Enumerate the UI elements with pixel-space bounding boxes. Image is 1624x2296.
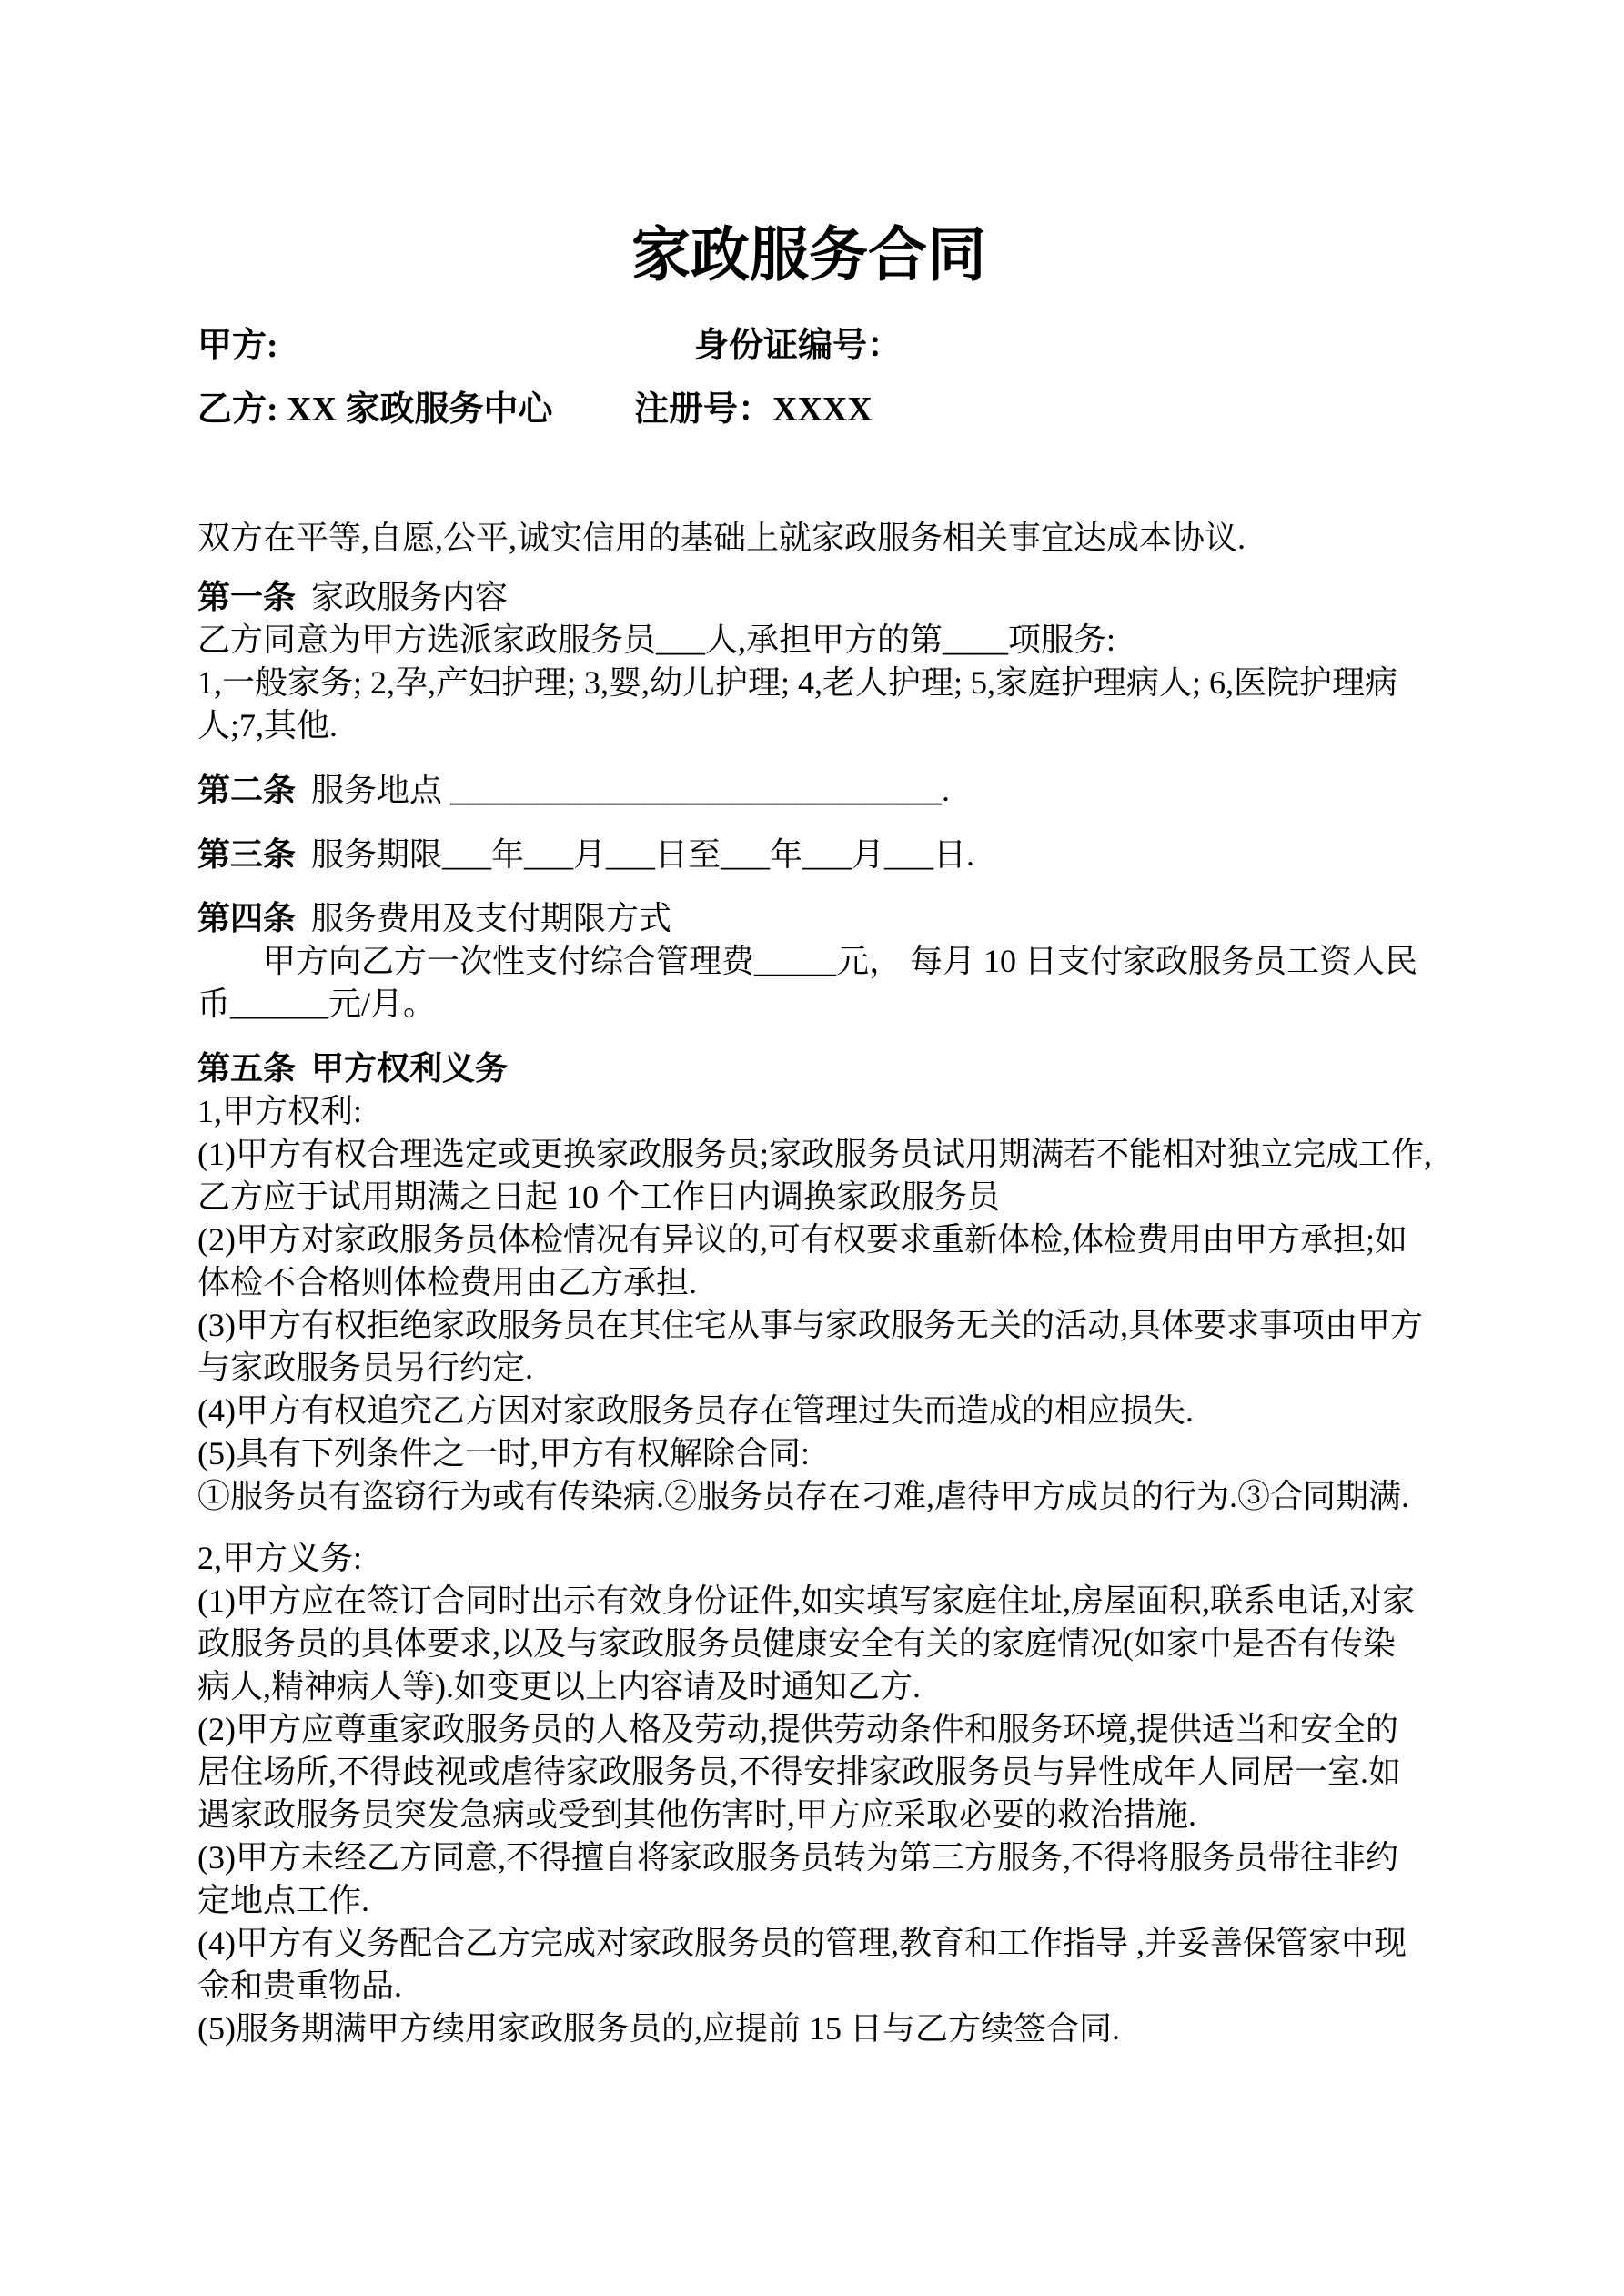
article-3-heading-line <box>197 834 1489 876</box>
article-5-section-2-line: 定地点工作. <box>197 1882 370 1918</box>
article-3-text: 服务期限___年___月___日至___年___月___日. <box>311 836 975 873</box>
document-title: 家政服务合同 <box>630 223 986 288</box>
article-5-section-2-line: 病人,精神病人等).如变更以上内容请及时通知乙方. <box>197 1668 921 1704</box>
article-2 <box>197 769 1489 812</box>
article-5-section-1-line: (4)甲方有权追究乙方因对家政服务员存在管理过失而造成的相应损失. <box>197 1392 1194 1429</box>
article-2-number: 第二条 <box>197 772 297 808</box>
article-5-section-2-line: (2)甲方应尊重家政服务员的人格及劳动,提供劳动条件和服务环境,提供适当和安全的 <box>197 1711 1398 1747</box>
article-2-heading-line <box>197 769 1489 812</box>
article-5-number: 第五条 <box>197 1050 297 1087</box>
article-5-section-1-heading: 1,甲方权利: <box>197 1093 363 1129</box>
article-5-section-1-line: (1)甲方有权合理选定或更换家政服务员;家政服务员试用期满若不能相对独立完成工作, <box>197 1136 1432 1172</box>
article-5-section-2-line: 政服务员的具体要求,以及与家政服务员健康安全有关的家庭情况(如家中是否有传染 <box>197 1625 1396 1662</box>
article-1-line: 人;7,其他. <box>197 707 338 743</box>
article-5-section-2-line: 居住场所,不得歧视或虐待家政服务员,不得安排家政服务员与异性成年人同居一室.如 <box>197 1754 1402 1790</box>
article-3-number: 第三条 <box>197 836 297 873</box>
party-b-label: 乙方: XX 家政服务中心 <box>197 390 553 429</box>
article-4-number: 第四条 <box>197 900 297 936</box>
article-5-heading-line <box>197 1047 1489 1090</box>
party-b-registration-label: 注册号：XXXX <box>634 390 873 429</box>
article-5-section-2-line: 金和贵重物品. <box>197 1967 403 2004</box>
article-5-section-2 <box>197 1537 1489 2050</box>
article-4 <box>197 897 1489 1026</box>
article-1-heading-line <box>197 576 1489 619</box>
article-1-heading: 家政服务内容 <box>311 579 509 615</box>
article-4-line: 币______元/月。 <box>197 986 437 1022</box>
article-5-section-2-line: 遇家政服务员突发急病或受到其他伤害时,甲方应采取必要的救治措施. <box>197 1796 1197 1833</box>
preamble-paragraph: 双方在平等,自愿,公平,诚实信用的基础上就家政服务相关事宜达成本协议. <box>197 520 1246 556</box>
article-1-line: 乙方同意为甲方选派家政服务员___人,承担甲方的第____项服务: <box>197 622 1116 658</box>
article-2-text: 服务地点 ______________________________. <box>311 772 951 808</box>
article-5-section-2-line: (4)甲方有义务配合乙方完成对家政服务员的管理,教育和工作指导 ,并妥善保管家中现 <box>197 1925 1407 1961</box>
article-4-heading: 服务费用及支付期限方式 <box>311 900 672 936</box>
party-a-id-label: 身份证编号： <box>694 327 903 365</box>
article-5-section-2-line: (5)服务期满甲方续用家政服务员的,应提前 15 日与乙方续签合同. <box>197 2010 1120 2047</box>
article-5-section-2-line: (3)甲方未经乙方同意,不得擅自将家政服务员转为第三方服务,不得将服务员带往非约 <box>197 1839 1398 1876</box>
article-5-section-1-line: (2)甲方对家政服务员体检情况有异议的,可有权要求重新体检,体检费用由甲方承担;如 <box>197 1221 1407 1258</box>
article-5-section-2-heading: 2,甲方义务: <box>197 1540 363 1576</box>
article-5-section-1-line: ①服务员有盗窃行为或有传染病.②服务员存在刁难,虐待甲方成员的行为.③合同期满. <box>197 1478 1410 1514</box>
article-5-section-1-line: (3)甲方有权拒绝家政服务员在其住宅从事与家政服务无关的活动,具体要求事项由甲方 <box>197 1307 1423 1343</box>
article-4-line: 甲方向乙方一次性支付综合管理费_____元， 每月 10 日支付家政服务员工资人民 <box>263 943 1418 979</box>
article-5-section-1-line: 乙方应于试用期满之日起 10 个工作日内调换家政服务员 <box>197 1178 1001 1215</box>
party-a-label: 甲方: <box>197 327 278 365</box>
article-4-heading-line <box>197 897 1489 940</box>
article-5-section-2-line: (1)甲方应在签订合同时出示有效身份证件,如实填写家庭住址,房屋面积,联系电话,对家 <box>197 1583 1415 1619</box>
article-3 <box>197 834 1489 876</box>
article-1 <box>197 576 1489 747</box>
article-5-heading: 甲方权利义务 <box>311 1050 509 1087</box>
article-1-line: 1,一般家务; 2,孕,产妇护理; 3,婴,幼儿护理; 4,老人护理; 5,家庭护理病人; 6,医院护理病 <box>197 664 1398 701</box>
article-5-section-1-line: 体检不合格则体检费用由乙方承担. <box>197 1264 698 1300</box>
party-a-row <box>197 320 1489 371</box>
article-5-section-1-line: (5)具有下列条件之一时,甲方有权解除合同: <box>197 1435 810 1472</box>
article-1-number: 第一条 <box>197 579 297 615</box>
article-5-section-1 <box>197 1047 1489 1518</box>
party-b-row <box>197 384 1489 435</box>
article-5-section-1-line: 与家政服务员另行约定. <box>197 1350 534 1386</box>
